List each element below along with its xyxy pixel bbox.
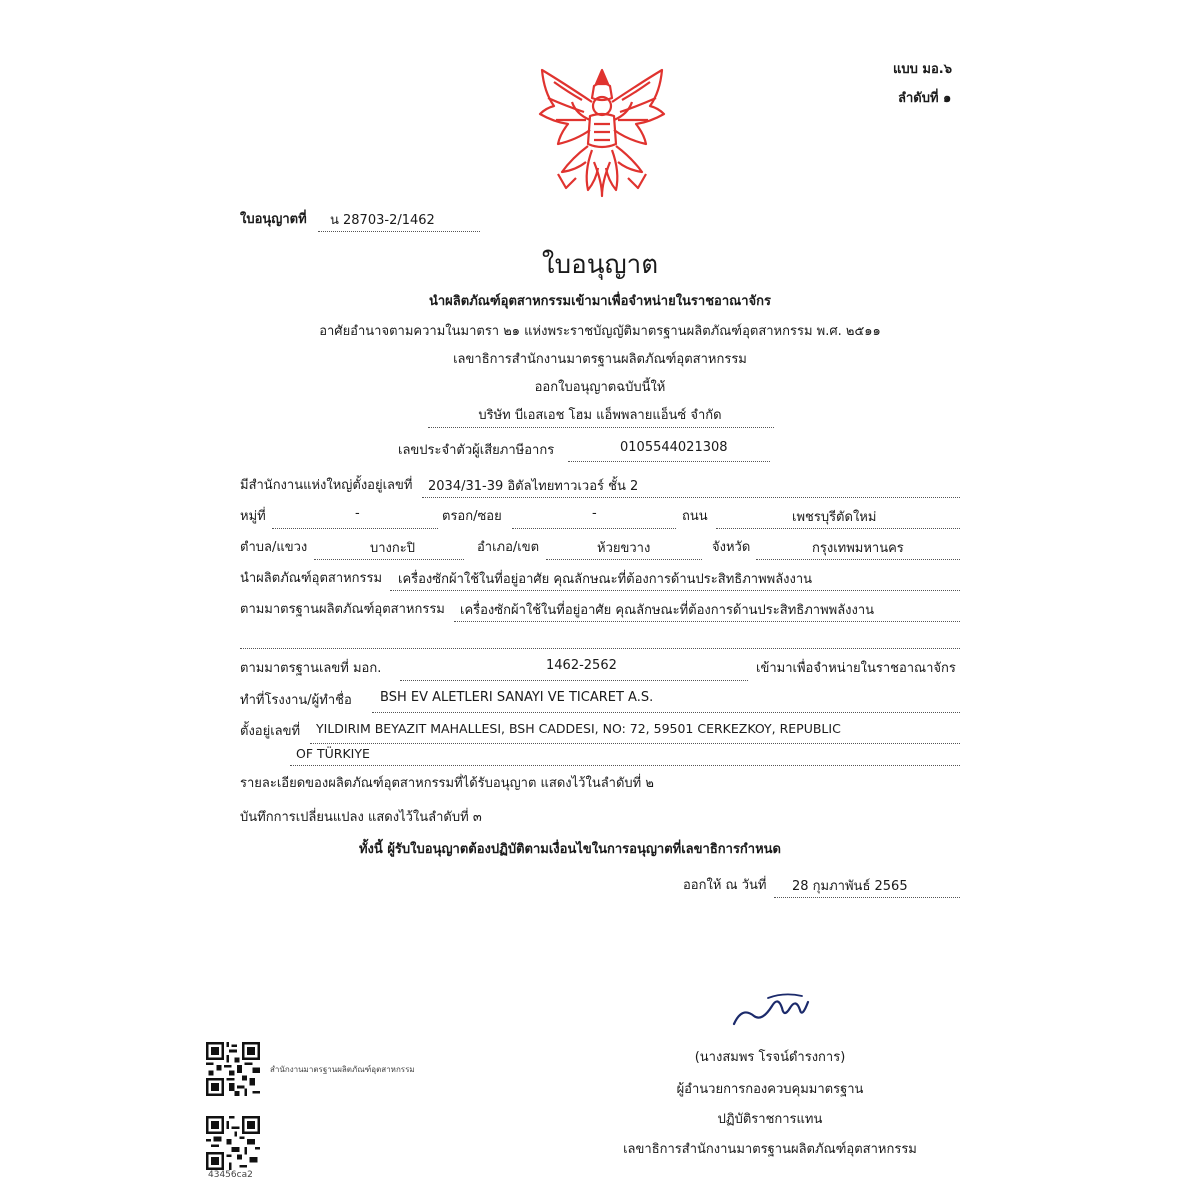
document-subtitle: นำผลิตภัณฑ์อุตสาหกรรมเข้ามาเพื่อจำหน่ายในราชอาณาจักร [429,294,771,309]
document-title: ใบอนุญาต [541,250,659,280]
hq-address-label: มีสำนักงานแห่งใหญ่ตั้งอยู่เลขที่ [240,478,413,493]
garuda-emblem-icon [532,62,672,202]
authority-line: อาศัยอำนาจตามความในมาตรา ๒๑ แห่งพระราชบัญญัติมาตรฐานผลิตภัณฑ์อุตสาหกรรม พ.ศ. ๒๕๑๑ [319,324,881,339]
tax-id-value: 0105544021308 [620,440,728,455]
soi-label: ตรอก/ซอย [442,509,502,524]
issue-line: ออกใบอนุญาตฉบับนี้ให้ [534,380,666,395]
signer-position-3: เลขาธิการสำนักงานมาตรฐานผลิตภัณฑ์อุตสาหกรรม [623,1142,917,1157]
tis-label: ตามมาตรฐานเลขที่ มอก. [240,661,382,676]
signature-mark-icon [728,988,818,1030]
standard-label: ตามมาตรฐานผลิตภัณฑ์อุตสาหกรรม [240,602,445,617]
details-line: รายละเอียดของผลิตภัณฑ์อุตสาหกรรมที่ได้รับอนุญาต แสดงไว้ในลำดับที่ ๒ [240,776,654,791]
subdistrict-value: บางกะปิ [370,541,416,556]
standard-value: เครื่องซักผ้าใช้ในที่อยู่อาศัย คุณลักษณะที่ต้องการด้านประสิทธิภาพพลังงาน [460,603,875,618]
district-value: ห้วยขวาง [597,541,651,556]
moo-value: - [355,506,360,521]
signer-position-2: ปฏิบัติราชการแทน [717,1112,823,1127]
company-name: บริษัท บีเอสเอช โฮม แอ็พพลายแอ็นซ์ จำกัด [478,408,722,423]
factory-value: BSH EV ALETLERI SANAYI VE TICARET A.S. [380,690,654,705]
moo-label: หมู่ที่ [240,509,266,524]
soi-value: - [592,506,597,521]
signer-name: (นางสมพร โรจน์ดำรงการ) [694,1050,846,1065]
road-label: ถนน [682,509,708,524]
road-value: เพชรบุรีตัดใหม่ [792,510,877,525]
license-no-value: น 28703-2/1462 [330,213,435,228]
issued-value: 28 กุมภาพันธ์ 2565 [792,879,908,894]
product-value: เครื่องซักผ้าใช้ในที่อยู่อาศัย คุณลักษณะที่ต้องการด้านประสิทธิภาพพลังงาน [398,572,813,587]
address-label: ตั้งอยู่เลขที่ [240,724,301,739]
address-line-1: YILDIRIM BEYAZIT MAHALLESI, BSH CADDESI, NO: 72, 59501 CERKEZKOY, REPUBLIC [316,721,841,736]
changes-line: บันทึกการเปลี่ยนแปลง แสดงไว้ในลำดับที่ ๓ [240,810,482,825]
condition-line: ทั้งนี้ ผู้รับใบอนุญาตต้องปฏิบัติตามเงื่อนไขในการอนุญาตที่เลขาธิการกำหนด [358,842,781,857]
import-suffix: เข้ามาเพื่อจำหน่ายในราชอาณาจักร [756,661,956,676]
signer-position-1: ผู้อำนวยการกองควบคุมมาตรฐาน [676,1082,864,1097]
qr-code-id: 43456ca2 [208,1170,253,1180]
factory-label: ทำที่โรงงาน/ผู้ทำชื่อ [240,693,352,708]
address-line-2: OF TÜRKIYE [296,746,370,761]
tis-value: 1462-2562 [546,658,617,673]
form-code: แบบ มอ.๖ [893,62,952,77]
subdistrict-label: ตำบล/แขวง [240,540,308,555]
district-label: อำเภอ/เขต [477,540,540,555]
province-value: กรุงเทพมหานคร [812,541,904,556]
form-order: ลำดับที่ ๑ [898,91,952,106]
product-label: นำผลิตภัณฑ์อุตสาหกรรม [240,571,383,586]
issued-label: ออกให้ ณ วันที่ [683,878,767,893]
hq-address-value: 2034/31-39 อิตัลไทยทาวเวอร์ ชั้น 2 [428,479,639,494]
tax-id-label: เลขประจำตัวผู้เสียภาษีอากร [398,443,555,458]
footer-office: สำนักงานมาตรฐานผลิตภัณฑ์อุตสาหกรรม [270,1065,415,1074]
secretary-line: เลขาธิการสำนักงานมาตรฐานผลิตภัณฑ์อุตสาหกรรม [453,352,747,367]
qr-code-icon [206,1116,260,1170]
province-label: จังหวัด [712,540,751,555]
qr-code-icon [206,1042,260,1096]
license-no-label: ใบอนุญาตที่ [240,212,307,227]
